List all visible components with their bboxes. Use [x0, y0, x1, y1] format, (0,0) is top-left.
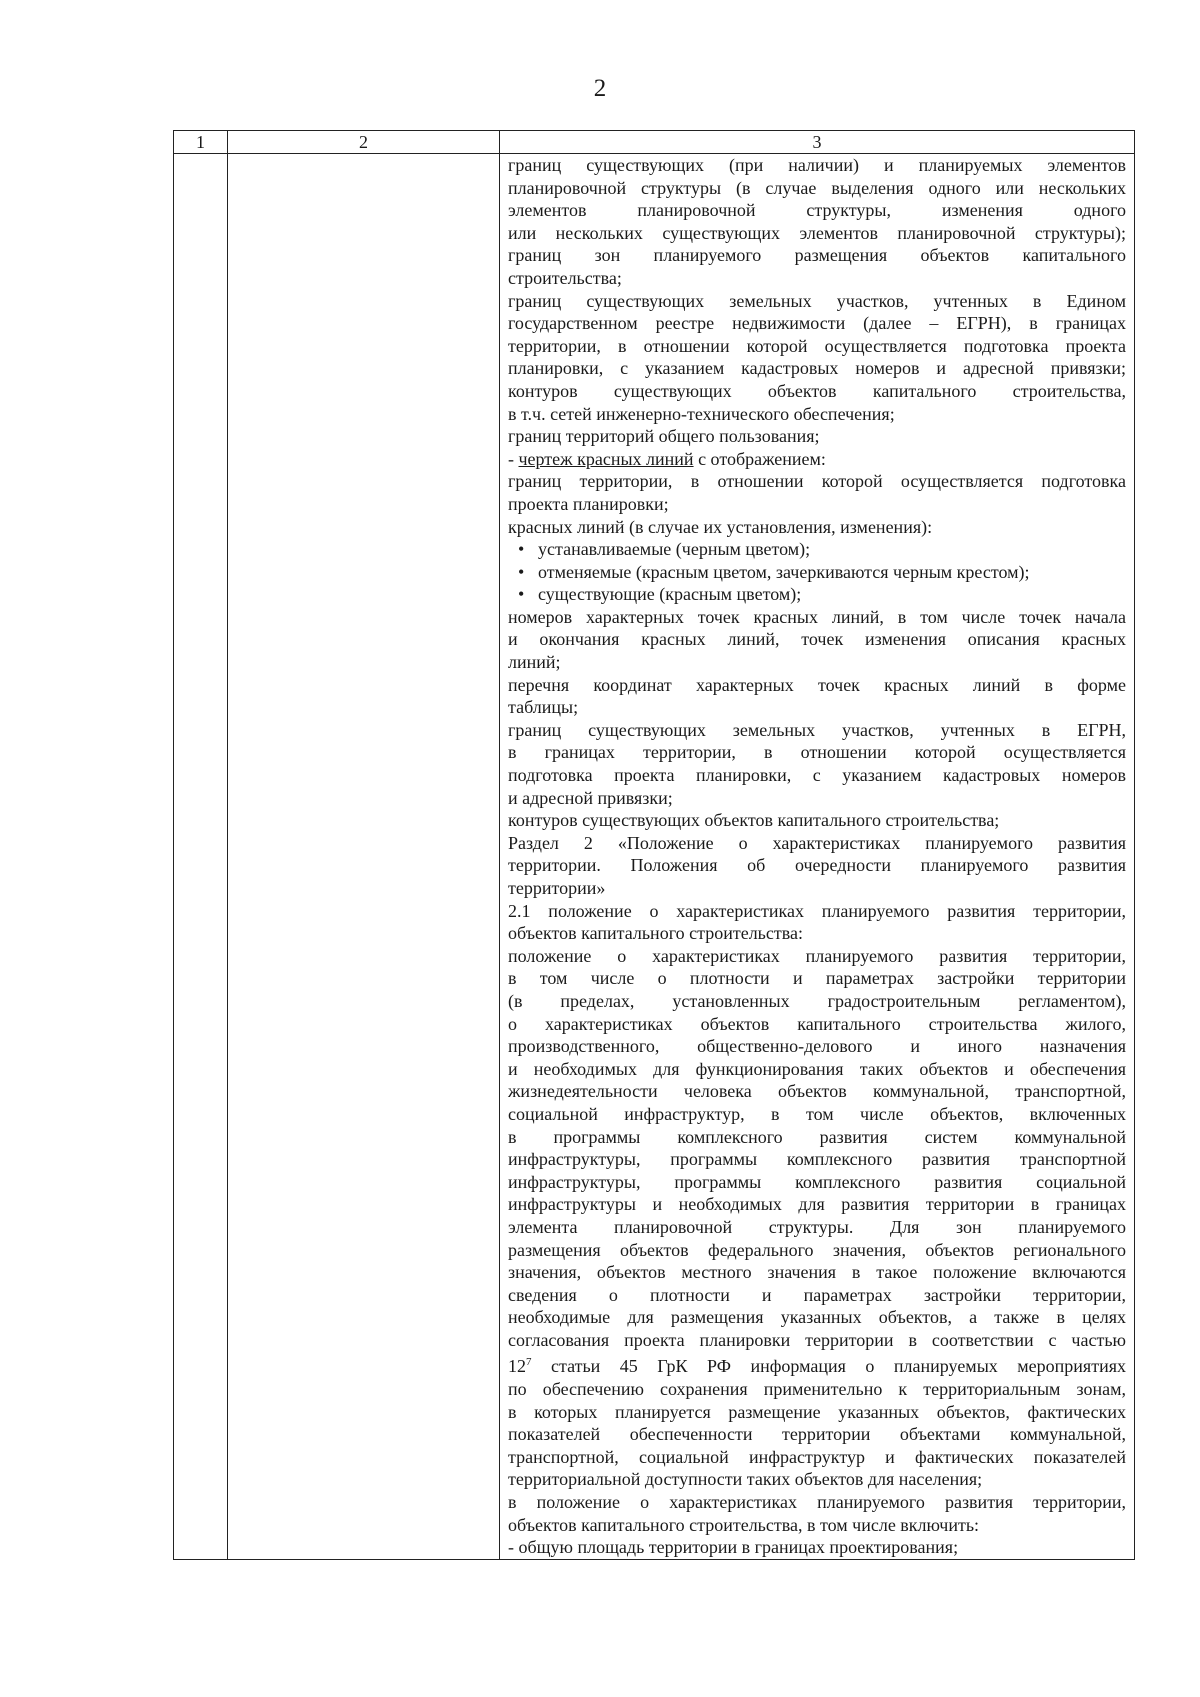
text-line: объектов капитального строительства, в том числе включить:: [508, 1514, 980, 1535]
text-line: инфраструктуры и необходимых для развития территории в границах: [508, 1194, 1126, 1215]
text-line: подготовка проекта планировки, с указанием кадастровых номеров: [508, 765, 1126, 786]
text-line: границ существующих (при наличии) и планируемых элементов: [508, 155, 1126, 175]
text-line: в том числе о плотности и параметрах застройки территории: [508, 968, 1126, 989]
text-line: по обеспечению сохранения применительно к территориальным зонам,: [508, 1379, 1126, 1400]
text-line: о характеристиках объектов капитального строительства жилого,: [508, 1013, 1126, 1034]
text-line: перечня координат характерных точек красных линий в форме: [508, 674, 1126, 695]
text-line: номеров характерных точек красных линий, в том числе точек начала: [508, 606, 1126, 627]
requirements-table: [173, 130, 1135, 1560]
text-line: границ территории, в отношении которой осуществляется подготовка: [508, 471, 1126, 492]
page-number: 2: [593, 75, 607, 102]
text-line: контуров существующих объектов капитального строительства,: [508, 380, 1126, 401]
header-col-2: 2: [228, 131, 500, 154]
text-line: элемента планировочной структуры. Для зон планируемого: [508, 1216, 1126, 1237]
text-fragment: статьи 45 ГрК РФ информация о планируемых мероприятиях: [531, 1356, 1126, 1377]
text-line: границ существующих земельных участков, учтенных в ЕГРН,: [508, 719, 1126, 740]
cell-col-2: [228, 154, 500, 1560]
text-line: (в пределах, установленных градостроительным регламентом),: [508, 990, 1126, 1011]
cell-col-3: [500, 154, 1135, 1560]
text-fragment: с отображением:: [693, 448, 826, 469]
text-line: в программы комплексного развития систем коммунальной: [508, 1126, 1126, 1147]
text-line: границ существующих земельных участков, учтенных в Едином: [508, 290, 1126, 311]
text-line: красных линий (в случае их установления, изменения):: [508, 516, 933, 537]
text-line: или нескольких существующих элементов планировочной структуры);: [508, 222, 1126, 243]
text-line: объектов капитального строительства:: [508, 923, 803, 944]
text-line: в которых планируется размещение указанных объектов, фактических: [508, 1401, 1126, 1422]
bullet-item: • отменяемые (красным цветом, зачеркиваются черным крестом);: [508, 561, 1126, 584]
table-row: [174, 154, 1135, 1560]
text-line: элементов планировочной структуры, изменения одного: [508, 200, 1126, 221]
text-line: территории, в отношении которой осуществляется подготовка проекта: [508, 335, 1126, 356]
text-line: контуров существующих объектов капитального строительства;: [508, 810, 1000, 831]
text-line: территории. Положения об очередности планируемого развития: [508, 855, 1126, 876]
text-line: [508, 448, 1126, 471]
text-line: жизнедеятельности человека объектов коммунальной, транспортной,: [508, 1081, 1126, 1102]
text-fragment: 12: [508, 1356, 526, 1377]
text-line: транспортной, социальной инфраструктур и фактических показателей: [508, 1446, 1126, 1467]
text-line: показателей обеспеченности территории объектами коммунальной,: [508, 1424, 1126, 1445]
cell-col-1: [174, 154, 228, 1560]
text-line: государственном реестре недвижимости (далее – ЕГРН), в границах: [508, 313, 1126, 334]
text-line: - общую площадь территории в границах проектирования;: [508, 1537, 959, 1558]
text-line: и адресной привязки;: [508, 787, 673, 808]
underlined-term: чертеж красных линий: [518, 448, 694, 469]
dash-marker: -: [508, 448, 519, 469]
text-line: границ зон планируемого размещения объектов капитального: [508, 245, 1126, 266]
text-line: планировки, с указанием кадастровых номеров и адресной привязки;: [508, 358, 1126, 379]
text-line: проекта планировки;: [508, 493, 669, 514]
bullet-item: • существующие (красным цветом);: [508, 583, 1126, 606]
text-line: социальной инфраструктур, в том числе объектов, включенных: [508, 1103, 1126, 1124]
text-line: территории»: [508, 878, 606, 898]
text-line: [508, 1351, 1126, 1378]
text-line: территориальной доступности таких объектов для населения;: [508, 1469, 983, 1490]
text-line: линий;: [508, 652, 561, 673]
text-line: производственного, общественно-делового и иного назначения: [508, 1036, 1126, 1057]
header-col-3: 3: [500, 131, 1135, 154]
text-line: в положение о характеристиках планируемого развития территории,: [508, 1492, 1126, 1513]
table-header-row: [174, 131, 1135, 154]
text-line: планировочной структуры (в случае выделения одного или нескольких: [508, 177, 1126, 198]
text-line: необходимые для размещения указанных объектов, а также в целях: [508, 1307, 1126, 1328]
text-line: согласования проекта планировки территории в соответствии с частью: [508, 1329, 1126, 1350]
text-line: 2.1 положение о характеристиках планируемого развития территории,: [508, 900, 1126, 921]
text-line: Раздел 2 «Положение о характеристиках планируемого развития: [508, 832, 1126, 853]
text-line: и необходимых для функционирования таких объектов и обеспечения: [508, 1058, 1126, 1079]
superscript: 7: [526, 1356, 532, 1369]
bullet-item: • устанавливаемые (черным цветом);: [508, 538, 1126, 561]
text-line: значения, объектов местного значения в такое положение включаются: [508, 1262, 1126, 1283]
text-line: в границах территории, в отношении которой осуществляется: [508, 742, 1126, 763]
text-line: инфраструктуры, программы комплексного развития социальной: [508, 1171, 1126, 1192]
header-col-1: 1: [174, 131, 228, 154]
text-line: строительства;: [508, 267, 622, 288]
text-line: сведения о плотности и параметрах застройки территории,: [508, 1284, 1126, 1305]
text-line: и окончания красных линий, точек изменения описания красных: [508, 629, 1126, 650]
text-line: в т.ч. сетей инженерно-технического обеспечения;: [508, 403, 895, 424]
text-line: инфраструктуры, программы комплексного развития транспортной: [508, 1149, 1126, 1170]
text-line: размещения объектов федерального значения, объектов регионального: [508, 1239, 1126, 1260]
text-line: таблицы;: [508, 697, 579, 718]
text-line: положение о характеристиках планируемого развития территории,: [508, 945, 1126, 966]
text-line: границ территорий общего пользования;: [508, 426, 820, 447]
